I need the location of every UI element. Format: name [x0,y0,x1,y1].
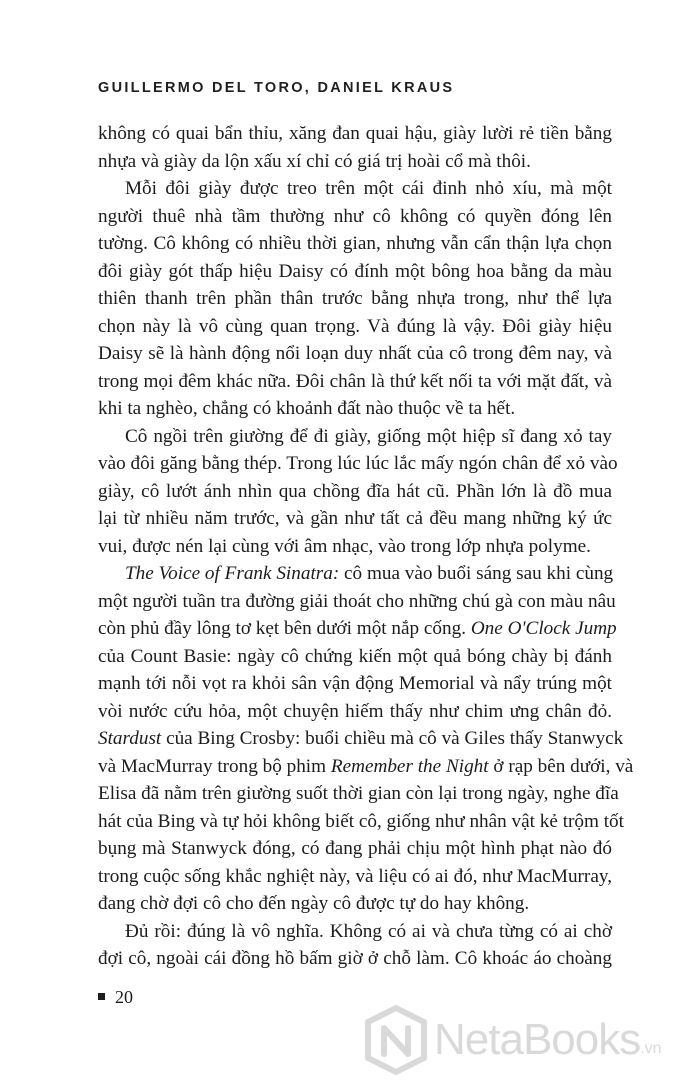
page-number: 20 [115,987,133,1007]
text-line [98,808,624,836]
text-line [98,560,612,588]
body-text [98,120,634,973]
text-line [98,533,612,561]
page-footer [98,987,133,1008]
text-segment: người thuê nhà tầm thường như cô không có quyền đóng lên [98,205,612,227]
text-line [98,670,612,698]
italic-title: Stardust [98,728,162,749]
text-segment: chọn này là vô cùng quan trọng. Và đúng là vậy. Đôi giày hiệu [98,315,612,337]
watermark-brand: NetaBooks [434,1015,641,1064]
text-segment: của Bing Crosby: buổi chiều mà cô và Giles thấy Stanwyck [161,728,624,749]
text-line [98,863,612,891]
text-line [98,450,618,478]
text-line [98,120,612,148]
text-segment: giày, cô lướt ánh nhìn qua chồng đĩa hát cũ. Phần lớn là đồ mua [98,480,612,502]
text-segment: tường. Cô không có nhiều thời gian, nhưng vẫn cẩn thận lựa chọn [98,233,612,254]
text-line [98,698,612,726]
text-line [98,835,612,863]
text-line [98,478,612,506]
text-segment: khi ta nghèo, chẳng có khoảnh đất nào thuộc về ta hết. [98,398,516,419]
text-segment: đôi giày gót thấp hiệu Daisy có đính một bông hoa bằng da màu [98,260,612,282]
text-line [98,423,612,451]
text-segment: vòi nước cứu hỏa, một chuyện hiếm thấy như chim ưng chân đỏ. [98,700,612,722]
text-line [98,643,612,671]
running-header: GUILLERMO DEL TORO, DANIEL KRAUS [98,80,455,96]
text-segment: ở rạp bên dưới, và [488,755,634,777]
text-line [98,313,612,341]
text-line [98,203,612,231]
text-line [98,615,617,643]
text-line [98,368,612,396]
text-segment: mạnh tới nỗi vọt ra khỏi sân vận động Memorial và nẩy trúng một [98,673,612,694]
text-segment: lại từ nhiều năm trước, và gần như tất cả đều mang những ký ức [98,508,612,529]
italic-title: The Voice of Frank Sinatra: [125,563,340,584]
text-segment: Cô ngồi trên giường để đi giày, giống một hiệp sĩ đang xỏ tay [125,425,612,447]
text-segment: cô mua vào buổi sáng sau khi cùng [339,563,614,584]
netabooks-logo-icon [360,1004,432,1076]
text-line [98,588,616,616]
text-line [98,340,612,368]
text-line [98,175,612,203]
text-line [98,753,634,781]
text-line [98,505,612,533]
text-segment: Đủ rồi: đúng là vô nghĩa. Không có ai và chưa từng có ai chờ [125,920,612,942]
text-segment: của Count Basie: ngày cô chứng kiến một quả bóng chày bị đánh [98,645,612,667]
text-segment: Mỗi đôi giày được treo trên một cái đinh nhỏ xíu, mà một [125,178,612,199]
text-segment: trong cuộc sống khắc nghiệt này, và liệu có ai đó, như MacMurray, [98,865,612,887]
text-line [98,395,612,423]
text-segment: Elisa đã nằm trên giường suốt thời gian còn lại trong ngày, nghe đĩa [98,783,619,804]
text-segment: một người tuần tra đường giải thoát cho những chú gà con màu nâu [98,590,616,612]
text-segment: nhựa và giày da lộn xấu xí chỉ có giá trị hoài cổ mà thôi. [98,150,531,172]
italic-title: One O'Clock Jump [470,618,617,639]
text-line [98,230,612,258]
text-segment: đợi cô, ngoài cái đồng hồ bấm giờ ở chỗ làm. Cô khoác áo choàng [98,948,612,969]
text-segment: và MacMurray trong bộ phim [98,755,331,777]
text-line [98,945,612,973]
text-line [98,258,612,286]
text-line [98,285,612,313]
text-line [98,890,612,918]
folio-square-icon [98,993,105,1000]
watermark-suffix: .vn [640,1040,662,1057]
text-segment: còn phủ đầy lông tơ kẹt bên dưới một nắp cống. [98,618,471,639]
text-segment: thiên thanh trên phần thân trước bằng nhựa trong, như thể lựa [98,288,612,309]
text-line [98,148,612,176]
text-line [98,918,612,946]
text-segment: vào đôi găng bằng thép. Trong lúc lúc lắc mấy ngón chân để xỏ vào [98,453,618,474]
text-segment: vui, được nén lại cùng với âm nhạc, vào trong lớp nhựa polyme. [98,535,591,557]
watermark [360,1000,690,1080]
text-segment: trong mọi đêm khác nữa. Đôi chân là thứ kết nối ta với mặt đất, và [98,370,612,392]
italic-title: Remember the Night [330,755,489,777]
text-segment: không có quai bẩn thỉu, xăng đan quai hậu, giày lười rẻ tiền bằng [98,123,612,144]
text-line [98,780,619,808]
text-segment: đang chờ đợi cô cho đến ngày cô được tự do hay không. [98,893,530,914]
text-segment: Daisy sẽ là hành động nổi loạn duy nhất của cô trong đêm nay, và [98,343,612,364]
text-segment: hát của Bing và tự hỏi không biết cô, giống như nhân vật kẻ trộm tốt [98,810,624,832]
text-line [98,725,624,753]
text-segment: bụng mà Stanwyck đóng, có đang phải chịu một hình phạt nào đó [98,838,612,859]
